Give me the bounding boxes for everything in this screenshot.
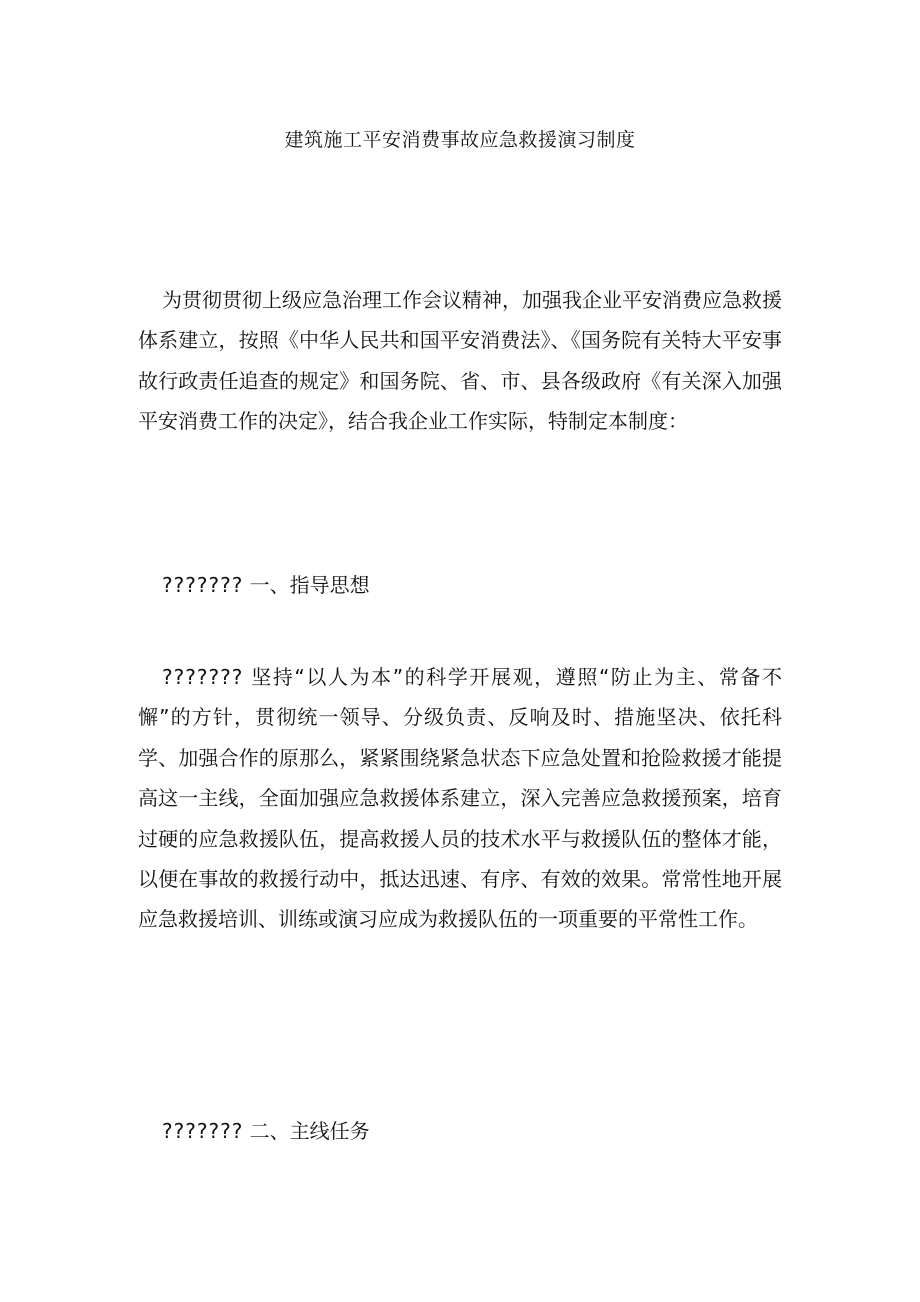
section-heading-prefix: ??????? bbox=[162, 1119, 244, 1143]
section-heading-text: 二、主线任务 bbox=[243, 1119, 370, 1143]
section-heading-main-tasks bbox=[138, 1111, 782, 1151]
section-heading-text: 一、指导思想 bbox=[243, 573, 370, 597]
section-heading-guiding-ideology bbox=[138, 565, 782, 605]
section-heading-prefix: ??????? bbox=[162, 573, 244, 597]
intro-paragraph: 为贯彻贯彻上级应急治理工作会议精神，加强我企业平安消费应急救援体系建立，按照《中华人民共和国平安消费法》、《国务院有关特大平安事故行政责任追查的规定》和国务院、省、市、县各级政府《有关深入加强平安消费工作的决定》，结合我企业工作实际，特制定本制度： bbox=[138, 288, 782, 434]
section-body-guiding-ideology bbox=[138, 657, 782, 940]
section-body-prefix: ??????? bbox=[162, 665, 244, 689]
section-body-text: 坚持“以人为本”的科学开展观，遵照“防止为主、常备不懈”的方针，贯彻统一领导、分级负责、反响及时、措施坚决、依托科学、加强合作的原那么，紧紧围绕紧急状态下应急处置和抢险救援才能提高这一主线，全面加强应急救援体系建立，深入完善应急救援预案，培育过硬的应急救援队伍，提高救援人员的技术水平与救援队伍的整体才能，以便在事故的救援行动中，抵达迅速、有序、有效的效果。常常性地开展应急救援培训、训练或演习应成为救援队伍的一项重要的平常性工作。 bbox=[138, 665, 782, 932]
document-title: 建筑施工平安消费事故应急救援演习制度 bbox=[284, 129, 636, 151]
